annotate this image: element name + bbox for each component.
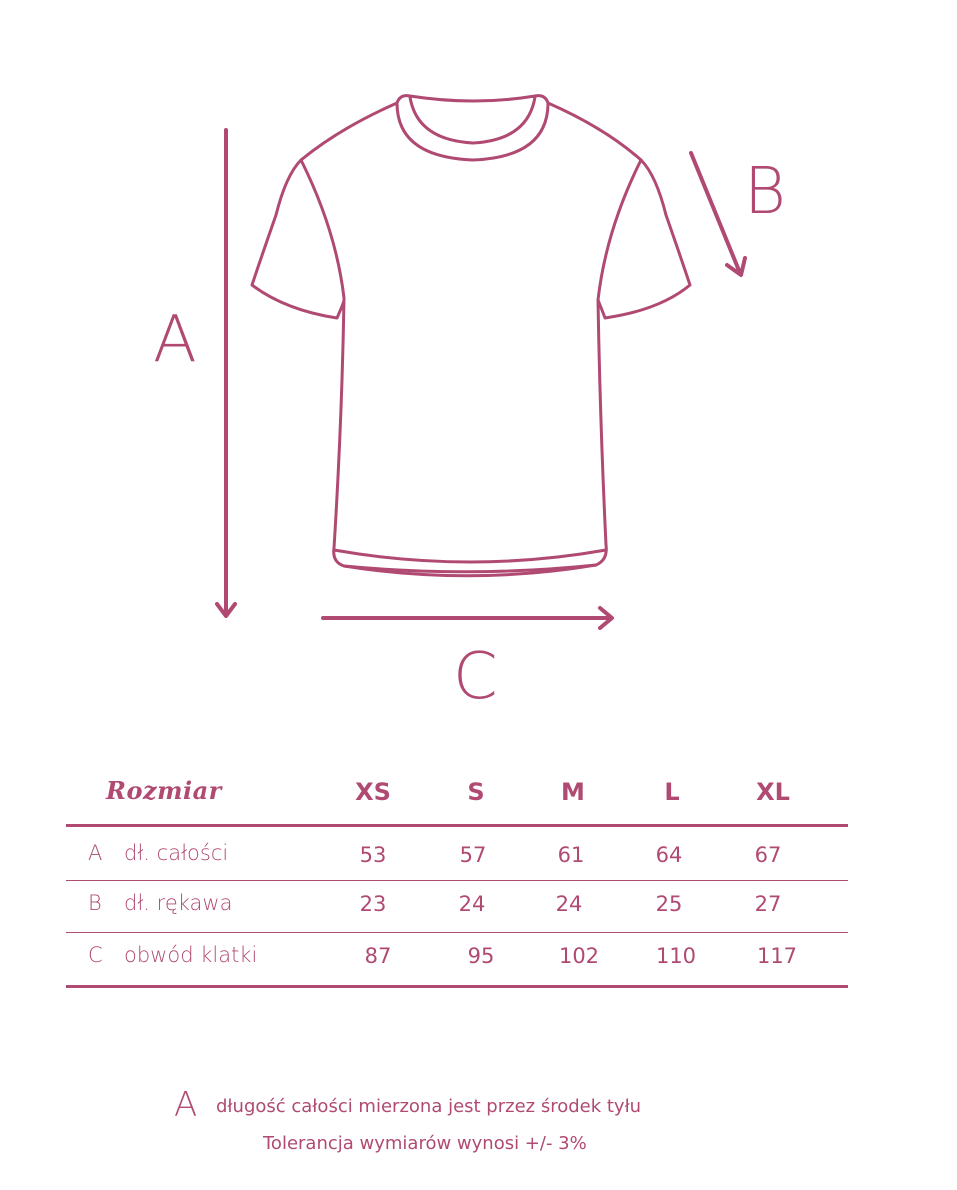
note-line-1: długość całości mierzona jest przez środek tyłu	[216, 1096, 642, 1117]
note-letter-a: A	[174, 1085, 198, 1125]
row-c-value-xs: 87	[364, 944, 392, 968]
row-c-value-s: 95	[467, 944, 495, 968]
row-b-value-xs: 23	[359, 892, 387, 916]
row-c-value-xl: 117	[756, 944, 798, 968]
row-label-a: dł. całości	[124, 841, 229, 865]
row-a-value-s: 57	[459, 843, 487, 867]
table-bottom-rule	[66, 985, 848, 988]
body-outline	[252, 103, 690, 572]
row-b-value-s: 24	[458, 892, 486, 916]
size-header-m: M	[561, 778, 585, 806]
row-a-value-xs: 53	[359, 843, 387, 867]
size-header-xl: XL	[756, 778, 790, 806]
row-a-value-m: 61	[557, 843, 585, 867]
hem-line	[334, 550, 606, 562]
row-label-c: obwód klatki	[124, 943, 258, 967]
row-a-value-xl: 67	[754, 843, 782, 867]
collar-inner	[410, 97, 535, 143]
row-divider	[66, 932, 848, 933]
row-label-b: dł. rękawa	[124, 891, 233, 915]
row-letter-c: C	[88, 943, 103, 967]
arrow-b-line	[691, 153, 740, 273]
row-b-value-m: 24	[555, 892, 583, 916]
dimension-label-c: C	[453, 640, 498, 714]
size-header-s: S	[467, 778, 485, 806]
row-c-value-m: 102	[558, 944, 600, 968]
row-b-value-l: 25	[655, 892, 683, 916]
header-divider	[66, 824, 848, 827]
left-armhole	[301, 160, 344, 298]
row-a-value-l: 64	[655, 843, 683, 867]
row-c-value-l: 110	[655, 944, 697, 968]
size-header-xs: XS	[355, 778, 391, 806]
right-armhole	[598, 160, 641, 300]
row-letter-b: B	[88, 891, 102, 915]
collar-outer	[397, 96, 548, 160]
table-title: Rozmiar	[106, 776, 222, 805]
row-letter-a: A	[88, 841, 103, 865]
dimension-label-a: A	[153, 303, 197, 377]
row-b-value-xl: 27	[754, 892, 782, 916]
dimension-label-b: B	[744, 155, 786, 229]
note-line-2: Tolerancja wymiarów wynosi +/- 3%	[263, 1133, 587, 1154]
size-header-l: L	[664, 778, 680, 806]
row-divider	[66, 880, 848, 881]
